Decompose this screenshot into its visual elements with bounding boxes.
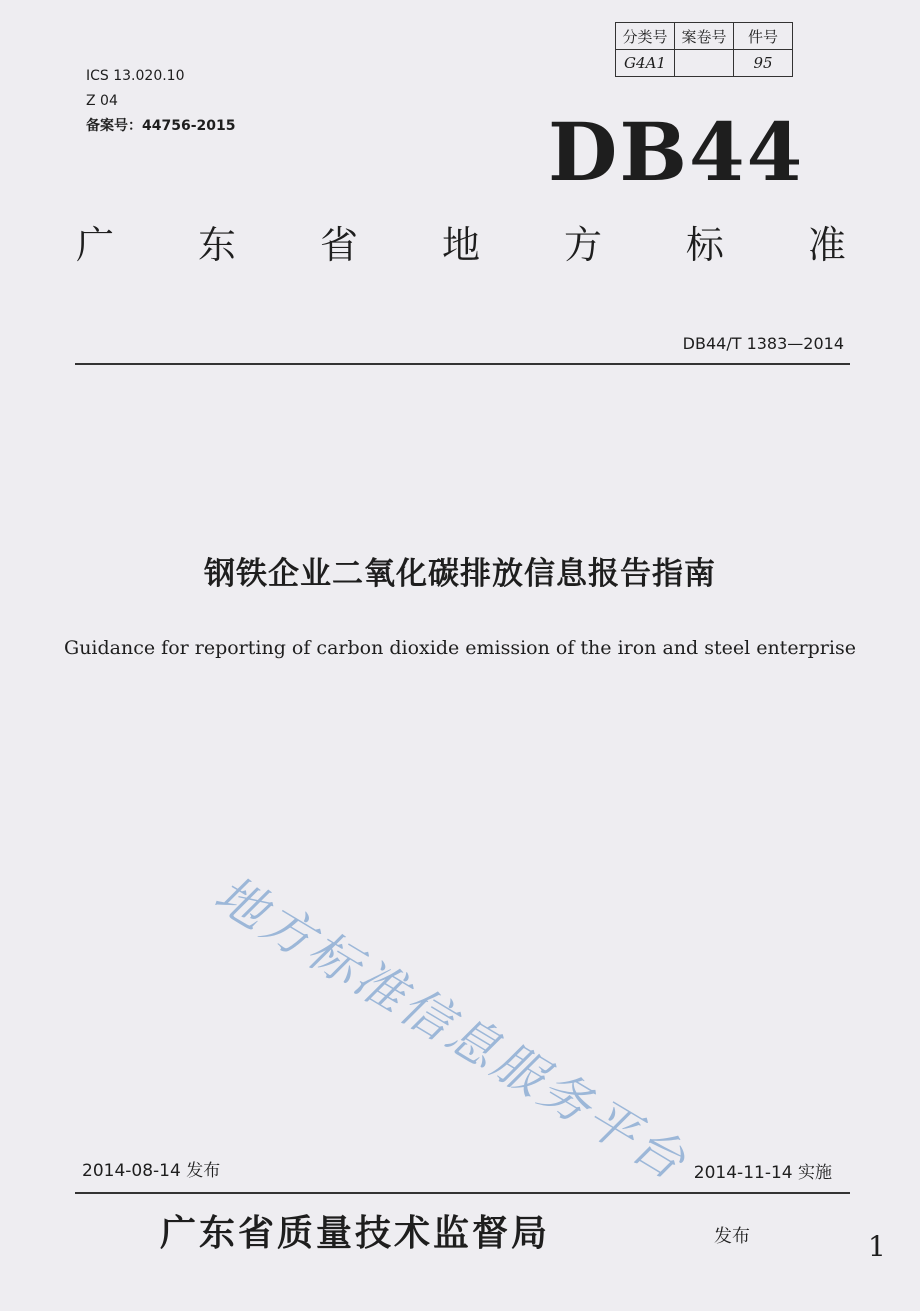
standard-type-char: 省 <box>319 223 358 267</box>
standard-type-char: 准 <box>807 223 846 267</box>
stamp-header-category: 分类号 <box>616 23 675 50</box>
archive-stamp <box>615 22 793 77</box>
stamp-value-item: 95 <box>734 50 793 77</box>
standard-type-char: 标 <box>685 223 724 267</box>
release-date: 2014-08-14 发布 <box>82 1161 221 1181</box>
class-code: Z 04 <box>86 93 118 109</box>
ics-code: ICS 13.020.10 <box>86 68 185 84</box>
bottom-divider <box>75 1192 850 1194</box>
title-english: Guidance for reporting of carbon dioxide emission of the iron and steel enterprise <box>64 637 856 659</box>
stamp-value-category: G4A1 <box>616 50 675 77</box>
meta-block <box>86 64 235 139</box>
stamp-value-file <box>675 50 734 77</box>
issuing-authority: 广东省质量技术监督局 <box>160 1212 551 1254</box>
issue-label: 发布 <box>714 1226 750 1247</box>
db44-logo: DB44 <box>548 105 805 199</box>
standard-number: DB44/T 1383—2014 <box>682 334 844 353</box>
top-divider <box>75 363 850 365</box>
standard-type <box>76 214 846 269</box>
stamp-header-file: 案卷号 <box>675 23 734 50</box>
implementation-date: 2014-11-14 实施 <box>693 1163 832 1183</box>
watermark: 地方标准信息服务平台 <box>205 864 698 1193</box>
standard-type-char: 广 <box>76 223 115 267</box>
standard-type-char: 东 <box>197 223 236 267</box>
page-number: 1 <box>868 1230 886 1263</box>
standard-type-char: 方 <box>563 223 602 267</box>
stamp-header-item: 件号 <box>734 23 793 50</box>
record-number: 备案号：44756-2015 <box>86 118 236 134</box>
standard-type-char: 地 <box>441 223 480 267</box>
title-chinese: 钢铁企业二氧化碳排放信息报告指南 <box>204 556 716 592</box>
